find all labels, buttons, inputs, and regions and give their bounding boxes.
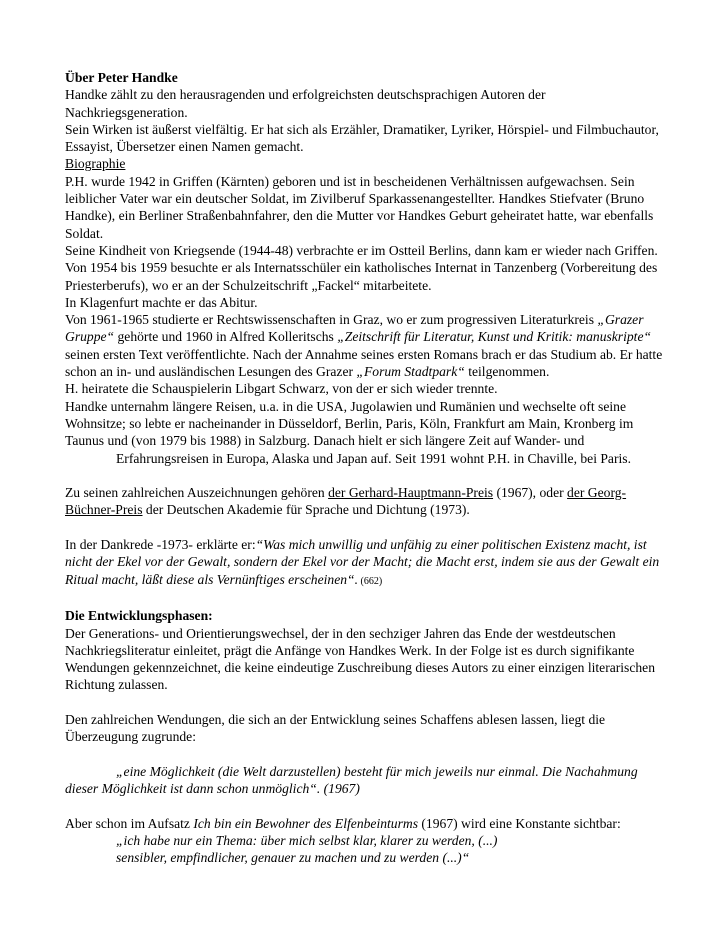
page-title: Über Peter Handke: [65, 70, 178, 85]
speech-paragraph: [65, 536, 670, 590]
forum-stadtpark: „Forum Stadtpark“: [356, 364, 465, 380]
bio-paragraph-7: Handke unternahm längere Reisen, u.a. in die USA, Jugolawien und Rumänien und wechselte oft seine Wohnsitze; so lebte er nacheinander in Düsseldorf, Berlin, Paris, Köln, Frankfurt am Main, Kronberg im Taunus und (von 1979 bis 1988) in Salzburg. Danach hielt er sich längere Zeit auf Wander- und: [65, 398, 634, 449]
speech-ref: (662): [357, 575, 383, 587]
bio-p5-text-e: seinen ersten Text veröffentlichte. Nach der Annahme seines ersten Romans brach er das Studium ab. Er hatte schon an in- und ausländischen Lesungen des Grazer: [65, 346, 663, 380]
bio-paragraph-7-continued: Erfahrungsreisen in Europa, Alaska und Japan auf. Seit 1991 wohnt P.H. in Chaville, bei Paris.: [116, 450, 631, 466]
essay-text-a: Aber schon im Aufsatz: [65, 815, 194, 831]
bio-paragraph-2: Seine Kindheit von Kriegsende (1944-48) verbrachte er im Ostteil Berlins, dann kam er wieder nach Griffen.: [65, 242, 658, 258]
bio-paragraph-6: H. heiratete die Schauspielerin Libgart Schwarz, von der er sich wieder trennte.: [65, 381, 498, 397]
bio-paragraph-4: In Klagenfurt machte er das Abitur.: [65, 294, 258, 310]
bio-p5-text-a: Von 1961-1965 studierte er Rechtswissenschaften in Graz, wo er zum progressiven Literaturkreis: [65, 312, 598, 328]
quote-1: „eine Möglichkeit (die Welt darzustellen) besteht für mich jeweils nur einmal. Die Nachahmung dieser Möglichkeit ist dann schon unmöglich“. (1967): [65, 763, 638, 797]
quote-2-line-1: „ich habe nur ein Thema: über mich selbst klar, klarer zu werden, (...): [116, 833, 498, 849]
bio-p5-text-c: gehörte und 1960 in Alfred Kolleritschs: [114, 329, 338, 345]
phases-paragraph-1: Der Generations- und Orientierungswechsel, der in den sechziger Jahren das Ende der westdeutschen Nachkriegsliteratur einleitet, prägt die Anfänge von Handkes Werk. In der Folge ist es durch signifikante Wendungen gekennzeichnet, die keine eindeutige Zuschreibung dieses Autors zu einer einzigen literarischen Richtung zulassen.: [65, 625, 656, 693]
phases-heading: Die Entwicklungsphasen:: [65, 608, 213, 624]
buechner-prize-link[interactable]: der Georg-Büchner-Preis: [65, 485, 627, 518]
essay-paragraph: [65, 815, 670, 832]
awards-paragraph: [65, 484, 670, 519]
manuskripte-title: „Zeitschrift für Literatur, Kunst und Kritik: manuskripte“: [337, 329, 652, 345]
quote-2-line-2: sensibler, empfindlicher, genauer zu machen und zu werden (...)“: [116, 850, 470, 866]
hauptmann-prize-link[interactable]: der Gerhard-Hauptmann-Preis: [328, 485, 494, 501]
intro-paragraph-2: Sein Wirken ist äußerst vielfältig. Er hat sich als Erzähler, Dramatiker, Lyriker, Hörspiel- und Filmbuchautor, Essayist, Übersetzer einen Namen gemacht.: [65, 121, 659, 155]
awards-text-b: (1967), oder: [493, 485, 568, 501]
bio-paragraph-3: Von 1954 bis 1959 besuchte er als Internatsschüler ein katholisches Internat in Tanzenberg (Vorbereitung des Priesterberufs), wo er an der Schulzeitschrift „Fackel“ mitarbeitete.: [65, 260, 658, 293]
essay-title: Ich bin ein Bewohner des Elfenbeinturms: [193, 815, 418, 831]
phases-paragraph-2: Den zahlreichen Wendungen, die sich an der Entwicklung seines Schaffens ablesen lassen, liegt die Überzeugung zugrunde:: [65, 711, 606, 745]
grazer-gruppe: „Grazer Gruppe“: [65, 312, 644, 345]
bio-paragraph-5: [65, 311, 670, 380]
awards-text-c: der Deutschen Akademie für Sprache und Dichtung (1973).: [142, 502, 470, 518]
speech-intro: In der Dankrede -1973- erklärte er:: [65, 537, 256, 553]
speech-quote: “Was mich unwillig und unfähig zu einer politischen Existenz macht, ist nicht der Ekel vor der Gewalt, sondern der Ekel vor der Macht; die Macht erst, indem sie aus der Gewalt ein Ritual macht, läßt diese als Vernünftiges erscheinen“.: [65, 537, 660, 587]
bio-heading: Biographie: [65, 156, 126, 172]
essay-text-b: (1967) wird eine Konstante sichtbar:: [418, 815, 621, 831]
awards-text-a: Zu seinen zahlreichen Auszeichnungen gehören: [65, 485, 329, 501]
intro-paragraph-1: Handke zählt zu den herausragenden und erfolgreichsten deutschsprachigen Autoren der Nachkriegsgeneration.: [65, 87, 546, 120]
bio-paragraph-1: P.H. wurde 1942 in Griffen (Kärnten) geboren und ist in bescheidenen Verhältnissen aufgewachsen. Sein leiblicher Vater war ein deutscher Soldat, im Zivilberuf Sparkassenangestellter. Handkes Stiefvater (Bruno Handke), ein Berliner Straßenbahnfahrer, den die Mutter vor Handkes Geburt geheiratet hatte, war ebenfalls Soldat.: [65, 173, 654, 241]
bio-p5-text-g: teilgenommen.: [464, 364, 550, 380]
